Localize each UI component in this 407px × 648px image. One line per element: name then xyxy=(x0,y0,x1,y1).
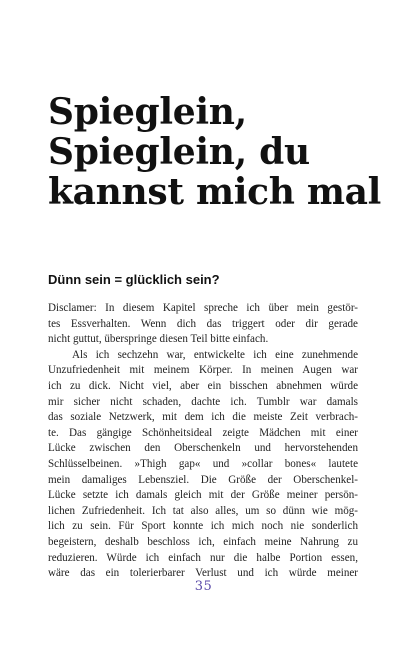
body-line: Schlüsselbeinen. »Thigh gap« und »collar bones« lautete xyxy=(48,457,358,470)
body-text xyxy=(48,301,358,582)
chapter-title xyxy=(48,92,388,212)
body-line: begeistern, deshalb beschloss ich, einfach meine Nahrung zu xyxy=(48,535,358,548)
body-line: nicht guttut, überspringe diesen Teil bitte einfach. xyxy=(48,333,269,346)
body-line: Lücke zwischen den Oberschenkeln und hervorstehenden xyxy=(48,442,358,455)
body-line: mir sicher nicht schaden, dachte ich. Tumblr war damals xyxy=(48,395,358,408)
body-line: Lücke setzte ich damals gleich mit der Größe meiner persön- xyxy=(48,489,358,502)
body-line: lichen Zufriedenheit. Ich tat also alles, um so dünn wie mög- xyxy=(48,504,358,517)
body-line: lich zu sein. Für Sport konnte ich mich noch nie sonderlich xyxy=(48,520,358,533)
body-line: Als ich sechzehn war, entwickelte ich eine zunehmende xyxy=(72,348,358,361)
page-number: 35 xyxy=(194,579,213,594)
body-line: Disclamer: In diesem Kapitel spreche ich über mein gestör- xyxy=(48,302,358,314)
chapter-title-line-1: Spieglein, xyxy=(48,91,247,133)
body-line: te. Das gängige Schönheitsideal zeigte Mädchen mit einer xyxy=(48,426,358,439)
body-line: wäre das ein tolerierbarer Verlust und ich würde meiner xyxy=(48,567,358,580)
chapter-title-line-2: Spieglein, du xyxy=(48,131,310,173)
body-line: ich zu dick. Nicht viel, aber ein bisschen abnehmen würde xyxy=(48,379,358,392)
body-line: das soziale Netzwerk, mit dem ich die meiste Zeit verbrach- xyxy=(48,411,358,424)
body-line: mein damaliges Lebensziel. Die Größe der Oberschenkel- xyxy=(48,473,358,486)
chapter-title-line-3: kannst mich mal xyxy=(48,171,382,213)
body-line: Unzufriedenheit mit meinem Körper. In meinen Augen war xyxy=(48,364,358,377)
body-line: tes Essverhalten. Wenn dich das triggert oder dir gerade xyxy=(48,317,358,330)
body-line: reduzieren. Würde ich einfach nur die halbe Portion essen, xyxy=(48,551,358,564)
section-heading: Dünn sein = glücklich sein? xyxy=(48,272,220,287)
